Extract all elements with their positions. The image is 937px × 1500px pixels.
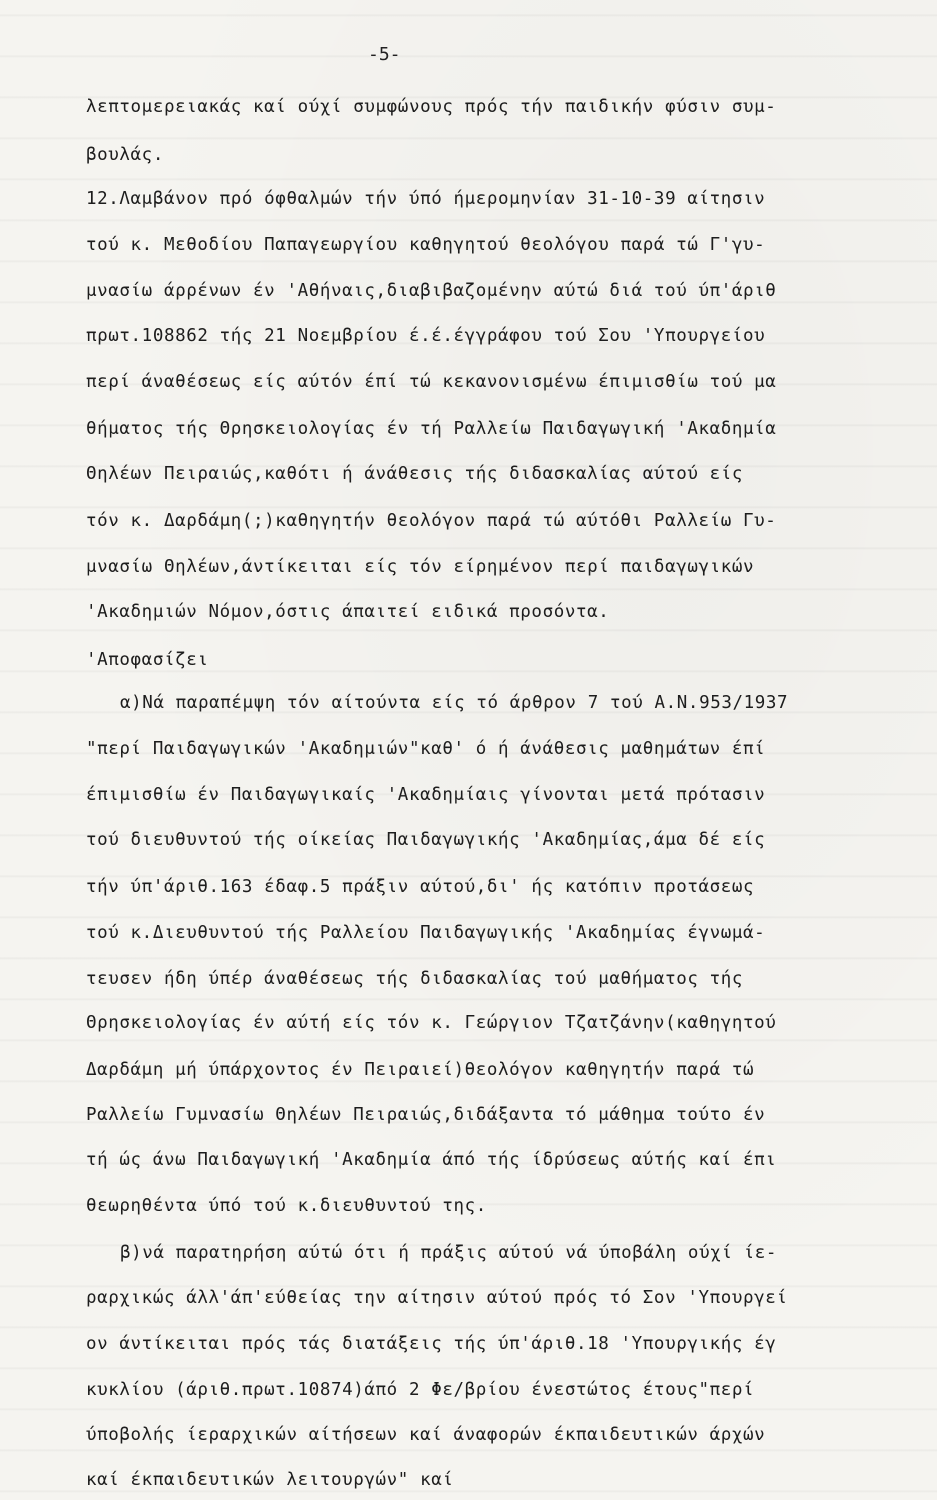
text-line: τευσεν ήδη ύπέρ άναθέσεως τής διδασκαλίας τού μαθήματος τής	[86, 969, 744, 989]
text-line: ραρχικώς άλλ'άπ'εύθείας την αίτησιν αύτού πρός τό Σον 'Υπουργεί	[86, 1288, 788, 1308]
text-line: έπιμισθίω έν Παιδαγωγικαίς 'Ακαδημίαις γίνονται μετά πρότασιν	[86, 785, 766, 805]
text-line: μνασίω άρρένων έν 'Αθήναις,διαβιβαζομένην αύτώ διά τού ύπ'άριθ	[86, 281, 777, 301]
text-line: μνασίω Θηλέων,άντίκειται είς τόν είρημένον περί παιδαγωγικών	[86, 557, 755, 577]
text-line: 'Αποφασίζει	[86, 650, 209, 670]
text-line: τού κ. Μεθοδίου Παπαγεωργίου καθηγητού θεολόγου παρά τώ Γ'γυ-	[86, 235, 766, 255]
text-line: Θηλέων Πειραιώς,καθότι ή άνάθεσις τής διδασκαλίας αύτού είς	[86, 464, 744, 484]
text-line: β)νά παρατηρήση αύτώ ότι ή πράξις αύτού νά ύποβάλη ούχί ίε-	[120, 1243, 778, 1263]
text-line: ον άντίκειται πρός τάς διατάξεις τής ύπ'άριθ.18 'Υπουργικής έγ	[86, 1334, 777, 1354]
text-line: βουλάς.	[86, 145, 164, 165]
page-number: -5-	[368, 44, 401, 65]
text-line: περί άναθέσεως είς αύτόν έπί τώ κεκανονισμένω έπιμισθίω τού μα	[86, 372, 777, 392]
text-line: θεωρηθέντα ύπό τού κ.διευθυντού της.	[86, 1196, 487, 1216]
text-line: λεπτομερειακάς καί ούχί συμφώνους πρός τήν παιδικήν φύσιν συμ-	[86, 97, 777, 117]
text-line: κυκλίου (άριθ.πρωτ.10874)άπό 2 Φε/βρίου ένεστώτος έτους"περί	[86, 1380, 755, 1400]
text-line: 12.Λαμβάνον πρό όφθαλμών τήν ύπό ήμερομηνίαν 31-10-39 αίτησιν	[86, 189, 766, 209]
text-line: τή ώς άνω Παιδαγωγική 'Ακαδημία άπό τής ίδρύσεως αύτής καί έπι	[86, 1150, 777, 1170]
text-line: 'Ακαδημιών Νόμον,όστις άπαιτεί ειδικά προσόντα.	[86, 602, 610, 622]
text-line: Θρησκειολογίας έν αύτή είς τόν κ. Γεώργιον Τζατζάνην(καθηγητού	[86, 1013, 777, 1033]
text-line: α)Νά παραπέμψη τόν αίτούντα είς τό άρθρον 7 τού Α.Ν.953/1937	[120, 693, 789, 713]
text-line: καί έκπαιδευτικών λειτουργών" καί	[86, 1470, 454, 1490]
text-line: Δαρδάμη μή ύπάρχοντος έν Πειραιεί)θεολόγον καθηγητήν παρά τώ	[86, 1060, 755, 1080]
text-line: θήματος τής Θρησκειολογίας έν τή Ραλλείω Παιδαγωγική 'Ακαδημία	[86, 419, 777, 439]
text-line: "περί Παιδαγωγικών 'Ακαδημιών"καθ' ό ή άνάθεσις μαθημάτων έπί	[86, 739, 766, 759]
text-line: πρωτ.108862 τής 21 Νοεμβρίου έ.έ.έγγράφου τού Σου 'Υπουργείου	[86, 326, 766, 346]
text-line: ύποβολής ίεραρχικών αίτήσεων καί άναφορών έκπαιδευτικών άρχών	[86, 1425, 766, 1445]
text-line: τού διευθυντού τής οίκείας Παιδαγωγικής 'Ακαδημίας,άμα δέ είς	[86, 830, 766, 850]
text-line: τού κ.Διευθυντού τής Ραλλείου Παιδαγωγικής 'Ακαδημίας έγνωμά-	[86, 923, 766, 943]
text-line: Ραλλείω Γυμνασίω Θηλέων Πειραιώς,διδάξαντα τό μάθημα τούτο έν	[86, 1105, 766, 1125]
text-line: τόν κ. Δαρδάμη(;)καθηγητήν θεολόγον παρά τώ αύτόθι Ραλλείω Γυ-	[86, 511, 777, 531]
text-line: τήν ύπ'άριθ.163 έδαφ.5 πράξιν αύτού,δι' ής κατόπιν προτάσεως	[86, 877, 755, 897]
